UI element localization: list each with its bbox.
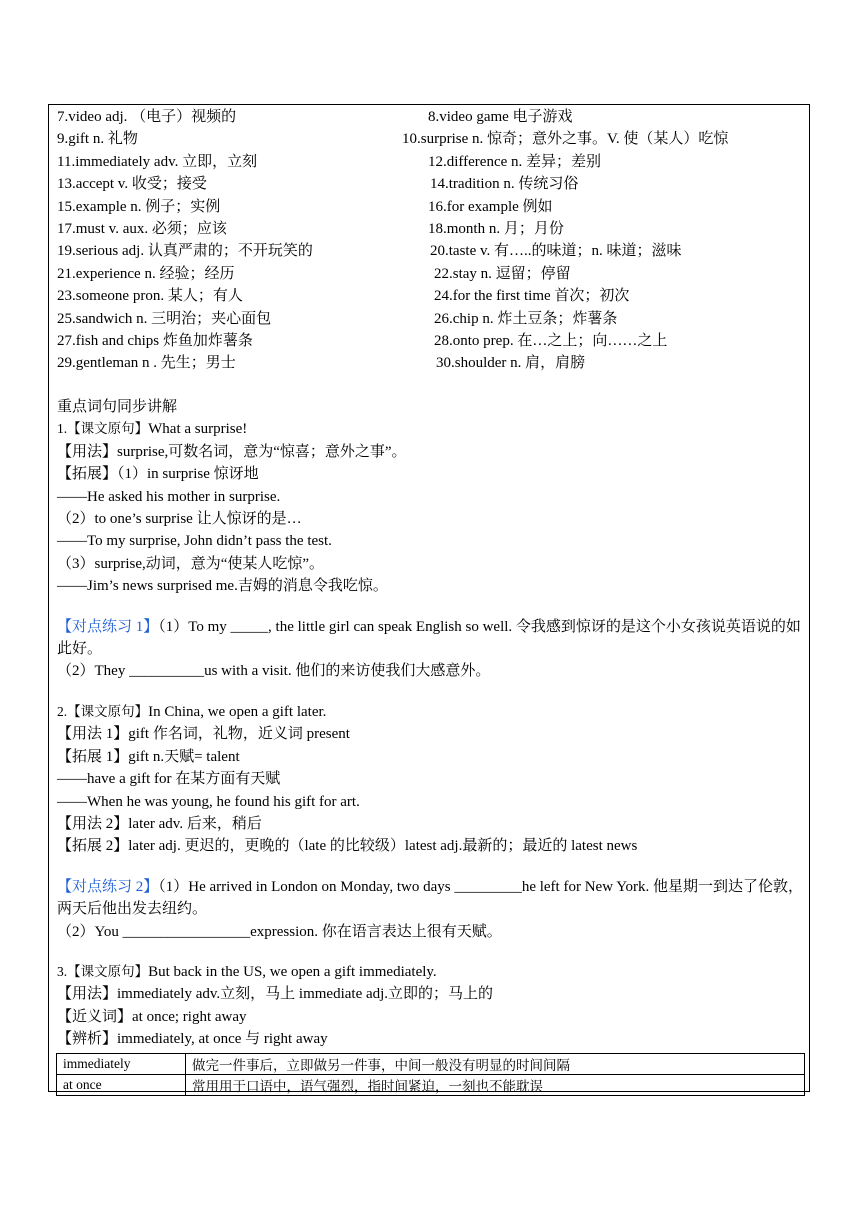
vocab-row: [57, 218, 809, 240]
practice-question: （2）You _________________expression. 你在语言表达上很有天赋。: [57, 923, 502, 940]
table-term: at once: [57, 1075, 186, 1096]
practice-line: [57, 876, 807, 921]
practice-question: （1）He arrived in London on Monday, two days _________he left for New York. 他星期一到达了伦敦，两天后他出发去纽约。: [57, 878, 804, 918]
practice-question: （1）To my _____, the little girl can speak English so well. 令我感到惊讶的是这个小女孩说英语说的如此好。: [57, 618, 801, 658]
practice-label: 【对点练习 1】: [57, 618, 159, 635]
note-line: （2）to one’s surprise 让人惊讶的是…: [57, 511, 302, 528]
table-term: immediately: [57, 1054, 186, 1075]
vocab-right: 30.shoulder n. 肩，肩膀: [436, 355, 586, 372]
vocab-right: 12.difference n. 差异；差别: [428, 153, 602, 170]
vocab-row: [57, 330, 809, 352]
vocab-left: 19.serious adj. 认真严肃的；不开玩笑的: [57, 243, 313, 260]
vocab-row: [57, 173, 809, 195]
item-number: 1.: [57, 421, 68, 437]
note-line: 【近义词】at once; right away: [57, 1008, 247, 1025]
vocab-row: [57, 106, 809, 128]
vocab-right: 8.video game 电子游戏: [428, 109, 573, 125]
vocab-left: 7.video adj. （电子）视频的: [57, 109, 237, 125]
note-line: 【用法 1】gift 作名词，礼物，近义词 present: [57, 726, 350, 743]
note-line: ——To my surprise, John didn’t pass the test.: [57, 533, 332, 550]
vocab-left: 21.experience n. 经验；经历: [57, 265, 235, 282]
vocab-right: 14.tradition n. 传统习俗: [430, 176, 579, 193]
section-title: 重点词句同步讲解: [57, 399, 178, 415]
vocab-row: [57, 196, 809, 218]
item-title: [57, 961, 807, 983]
note-line: 【拓展 1】gift n.天赋= talent: [57, 748, 240, 765]
note-line: 【拓展 2】later adj. 更迟的，更晚的（late 的比较级）latest adj.最新的；最近的 latest news: [57, 838, 638, 855]
vocab-left: 29.gentleman n . 先生；男士: [57, 355, 236, 372]
vocab-right: 20.taste v. 有…..的味道；n. 味道；滋味: [430, 243, 682, 260]
item-title: [57, 701, 807, 723]
vocab-right: 26.chip n. 炸土豆条；炸薯条: [434, 310, 618, 327]
item-number: 3.: [57, 963, 68, 979]
table-row: [57, 1054, 805, 1075]
vocab-right: 24.for the first time 首次；初次: [434, 288, 630, 305]
vocab-left: 13.accept v. 收受；接受: [57, 176, 207, 193]
vocab-row: [57, 352, 809, 374]
table-desc: 做完一件事后，立即做另一件事，中间一般没有明显的时间间隔: [186, 1054, 805, 1075]
table-row: [57, 1075, 805, 1096]
table-desc: 常用用于口语中，语气强烈，指时间紧迫，一刻也不能耽误: [186, 1075, 805, 1096]
vocab-right: 16.for example 例如: [428, 198, 553, 215]
item-sentence: But back in the US, we open a gift immediately.: [148, 963, 437, 980]
item-tag: 【课文原句】: [67, 421, 149, 437]
note-line: 【辨析】immediately, at once 与 right away: [57, 1031, 328, 1048]
note-line: ——have a gift for 在某方面有天赋: [57, 771, 281, 788]
practice-question: （2）They __________us with a visit. 他们的来访使我们大感意外。: [57, 663, 491, 680]
vocab-row: [57, 128, 809, 150]
item-tag: 【课文原句】: [67, 963, 149, 979]
note-line: 【拓展】（1）in surprise 惊讶地: [57, 466, 259, 483]
vocab-row: [57, 263, 809, 285]
vocab-row: [57, 308, 809, 330]
vocab-left: 27.fish and chips 炸鱼加炸薯条: [57, 332, 253, 349]
vocab-row: [57, 240, 809, 262]
practice-label: 【对点练习 2】: [57, 878, 159, 895]
note-line: 【用法】immediately adv.立刻，马上 immediate adj.立即的；马上的: [57, 986, 494, 1003]
note-line: 【用法 2】later adv. 后来，稍后: [57, 815, 262, 832]
item-sentence: In China, we open a gift later.: [148, 703, 327, 720]
practice-line: [57, 616, 807, 661]
note-line: 【用法】surprise,可数名词，意为“惊喜；意外之事”。: [57, 443, 407, 460]
vocab-right: 28.onto prep. 在…之上；向……之上: [434, 332, 668, 349]
item-sentence: What a surprise!: [148, 421, 248, 438]
explanation-section: [57, 396, 807, 1051]
vocab-left: 23.someone pron. 某人；有人: [57, 288, 243, 305]
vocabulary-list: [57, 106, 809, 375]
vocab-left: 9.gift n. 礼物: [57, 131, 138, 148]
vocab-left: 25.sandwich n. 三明治；夹心面包: [57, 310, 272, 327]
comparison-table: [56, 1053, 805, 1096]
vocab-row: [57, 285, 809, 307]
vocab-right: 22.stay n. 逗留；停留: [434, 265, 571, 282]
note-line: （3）surprise,动词，意为“使某人吃惊”。: [57, 555, 325, 572]
item-number: 2.: [57, 703, 68, 719]
note-line: ——Jim’s news surprised me.吉姆的消息令我吃惊。: [57, 578, 388, 595]
vocab-left: 15.example n. 例子；实例: [57, 198, 221, 215]
vocab-right: 18.month n. 月；月份: [428, 220, 564, 237]
item-title: [57, 418, 807, 440]
note-line: ——When he was young, he found his gift for art.: [57, 793, 360, 810]
vocab-right: 10.surprise n. 惊奇；意外之事。V. 使（某人）吃惊: [402, 131, 729, 148]
note-line: ——He asked his mother in surprise.: [57, 488, 281, 505]
item-tag: 【课文原句】: [67, 703, 149, 719]
vocab-left: 17.must v. aux. 必须；应该: [57, 220, 227, 237]
vocab-left: 11.immediately adv. 立即，立刻: [57, 153, 258, 170]
vocab-row: [57, 151, 809, 173]
